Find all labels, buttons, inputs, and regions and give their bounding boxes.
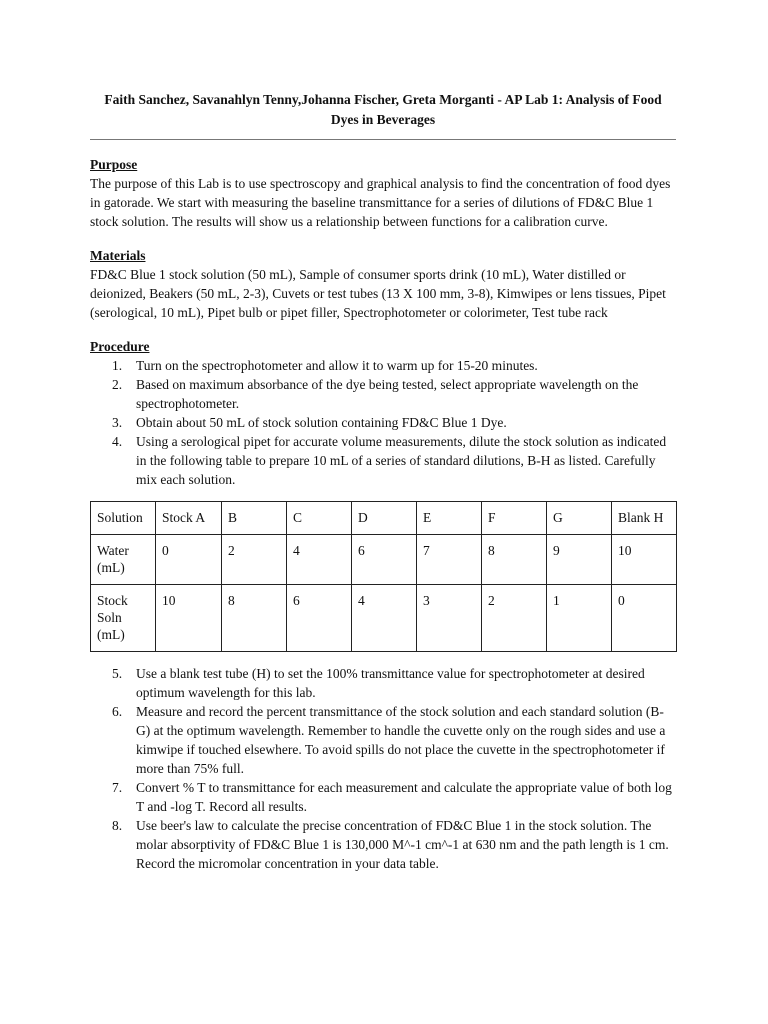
- table-cell: 2: [482, 585, 547, 652]
- table-cell: 6: [287, 585, 352, 652]
- step-text: Using a serological pipet for accurate volume measurements, dilute the stock solution as indicated in the following table to prepare 10 mL of a series of standard dilutions, B-H as listed. Carefully mix each solution.: [136, 434, 667, 487]
- table-cell: Solution: [91, 502, 156, 535]
- procedure-section: [90, 337, 676, 873]
- procedure-heading: Procedure: [90, 339, 150, 354]
- step-text: Use a blank test tube (H) to set the 100% transmittance value for spectrophotometer at desired optimum wavelength for this lab.: [136, 666, 645, 700]
- document-page: [90, 90, 676, 873]
- table-cell: C: [287, 502, 352, 535]
- procedure-step: [90, 664, 676, 702]
- materials-heading: Materials: [90, 248, 146, 263]
- table-cell: 2: [222, 535, 287, 585]
- procedure-step: [90, 375, 676, 413]
- procedure-step: [90, 356, 676, 375]
- table-cell: 4: [352, 585, 417, 652]
- materials-text: FD&C Blue 1 stock solution (50 mL), Sample of consumer sports drink (10 mL), Water distilled or deionized, Beakers (50 mL, 2-3), Cuvets or test tubes (13 X 100 mm, 3-8), Kimwipes or lens tissues, Pipet (serological, 10 mL), Pipet bulb or pipet filler, Spectrophotometer or colorimeter, Test tube rack: [90, 267, 666, 320]
- purpose-section: [90, 155, 676, 231]
- step-text: Convert % T to transmittance for each measurement and calculate the appropriate value of both log T and -log T. Record all results.: [136, 780, 672, 814]
- table-cell: 3: [417, 585, 482, 652]
- table-cell: 8: [482, 535, 547, 585]
- step-text: Measure and record the percent transmittance of the stock solution and each standard solution (B-G) at the optimum wavelength. Remember to handle the cuvette only on the rough sides and use a kimwipe if touched elsewhere. To avoid spills do not place the cuvette in the spectrophotometer if more than 75% full.: [136, 704, 666, 776]
- procedure-step: [90, 432, 676, 489]
- step-text: Use beer's law to calculate the precise concentration of FD&C Blue 1 in the stock solution. The molar absorptivity of FD&C Blue 1 is 130,000 M^-1 cm^-1 at 630 nm and the path length is 1 cm. Record the micromolar concentration in your data table.: [136, 818, 669, 871]
- materials-section: [90, 246, 676, 322]
- table-cell: Blank H: [612, 502, 677, 535]
- step-number: 3.: [112, 415, 123, 430]
- table-cell: 4: [287, 535, 352, 585]
- purpose-text: The purpose of this Lab is to use spectroscopy and graphical analysis to find the concentration of food dyes in gatorade. We start with measuring the baseline transmittance for a series of dilutions of FD&C Blue 1 stock solution. The results will show us a relationship between functions for a calibration curve.: [90, 176, 671, 229]
- table-cell: 9: [547, 535, 612, 585]
- table-row: [91, 585, 677, 652]
- procedure-step: [90, 778, 676, 816]
- table-cell: 1: [547, 585, 612, 652]
- purpose-heading: Purpose: [90, 157, 138, 172]
- table-cell: 8: [222, 585, 287, 652]
- table-cell: F: [482, 502, 547, 535]
- procedure-step: [90, 816, 676, 873]
- dilution-table: [90, 501, 677, 652]
- table-cell: 0: [156, 535, 222, 585]
- table-cell: E: [417, 502, 482, 535]
- document-title: Faith Sanchez, Savanahlyn Tenny,Johanna Fischer, Greta Morganti - AP Lab 1: Analysis of Food Dyes in Beverages: [104, 92, 662, 127]
- procedure-step: [90, 413, 676, 432]
- table-cell: G: [547, 502, 612, 535]
- table-row: [91, 502, 677, 535]
- table-cell: Stock Soln (mL): [91, 585, 156, 652]
- procedure-step: [90, 702, 676, 778]
- table-row: [91, 535, 677, 585]
- table-cell: 0: [612, 585, 677, 652]
- procedure-steps-list-continued: [90, 664, 676, 873]
- table-cell: B: [222, 502, 287, 535]
- step-text: Based on maximum absorbance of the dye being tested, select appropriate wavelength on the spectrophotometer.: [136, 377, 639, 411]
- step-number: 8.: [112, 818, 123, 833]
- table-cell: 7: [417, 535, 482, 585]
- step-text: Turn on the spectrophotometer and allow it to warm up for 15-20 minutes.: [136, 358, 538, 373]
- table-cell: 10: [156, 585, 222, 652]
- procedure-steps-list: [90, 356, 676, 489]
- step-number: 2.: [112, 377, 123, 392]
- table-cell: 6: [352, 535, 417, 585]
- table-cell: Stock A: [156, 502, 222, 535]
- step-text: Obtain about 50 mL of stock solution containing FD&C Blue 1 Dye.: [136, 415, 507, 430]
- title-divider: [90, 139, 676, 140]
- table-cell: D: [352, 502, 417, 535]
- table-cell: Water (mL): [91, 535, 156, 585]
- step-number: 7.: [112, 780, 123, 795]
- step-number: 1.: [112, 358, 123, 373]
- step-number: 5.: [112, 666, 123, 681]
- step-number: 6.: [112, 704, 123, 719]
- table-cell: 10: [612, 535, 677, 585]
- step-number: 4.: [112, 434, 123, 449]
